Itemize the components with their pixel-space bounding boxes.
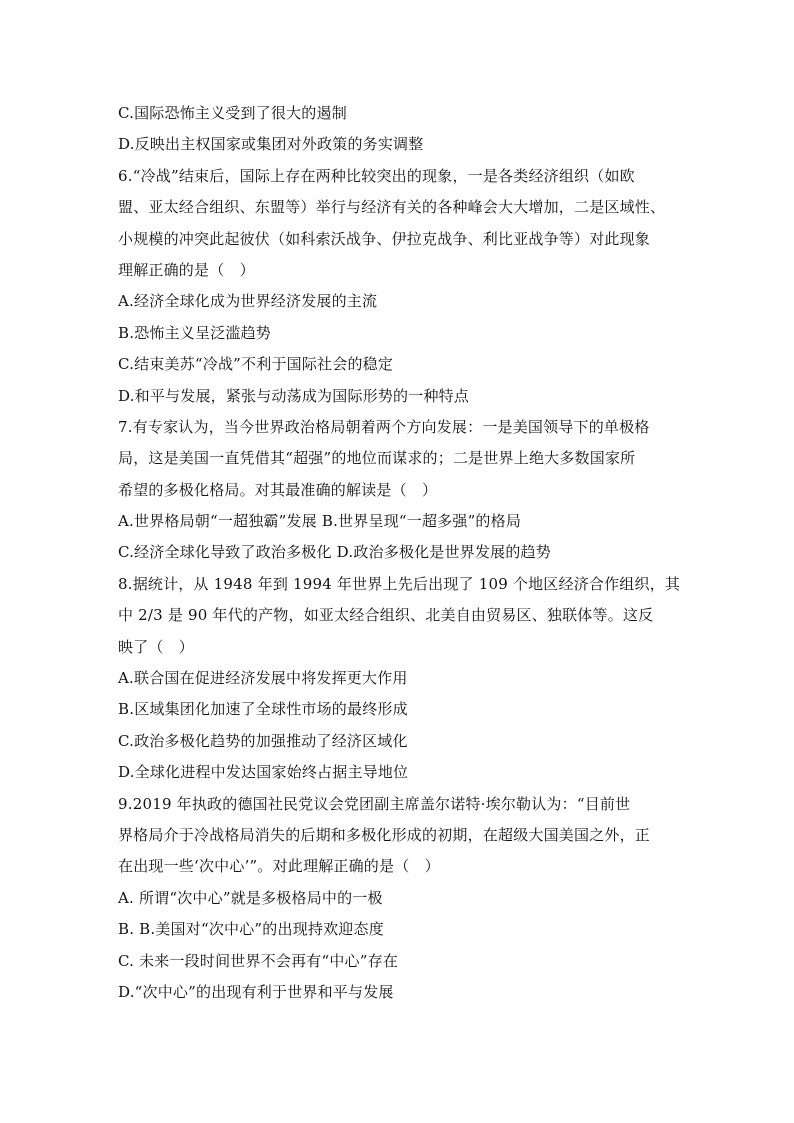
- document-page: [118, 98, 683, 1008]
- text-line: A.经济全球化成为世界经济发展的主流: [118, 292, 378, 311]
- text-line: 希望的多极化格局。对其最准确的解读是（ ）: [118, 480, 438, 499]
- text-line: D.和平与发展，紧张与动荡成为国际形势的一种特点: [118, 386, 470, 405]
- text-line: 在出现一些‘次中心’”。对此理解正确的是（ ）: [118, 857, 440, 876]
- text-line: 理解正确的是（ ）: [118, 260, 255, 279]
- text-line: D.反映出主权国家或集团对外政策的务实调整: [118, 135, 424, 154]
- text-line: 映了（ ）: [118, 637, 195, 656]
- text-line: D.“次中心”的出现有利于世界和平与发展: [118, 982, 394, 1001]
- text-line: B.区域集团化加速了全球性市场的最终形成: [118, 700, 408, 719]
- text-line: 7.有专家认为，当今世界政治格局朝着两个方向发展：一是美国领导下的单极格: [118, 417, 650, 436]
- text-line: C.国际恐怖主义受到了很大的遏制: [118, 104, 347, 122]
- text-line: 6.“冷战”结束后，国际上存在两种比较突出的现象，一是各类经济组织（如欧: [118, 166, 635, 185]
- text-line: 小规模的冲突此起彼伏（如科索沃战争、伊拉克战争、利比亚战争等）对此现象: [118, 229, 651, 248]
- text-line: B.恐怖主义呈泛滥趋势: [118, 323, 271, 342]
- text-line: A.世界格局朝“一超独霸”发展 B.世界呈现“一超多强”的格局: [118, 512, 522, 531]
- text-line: 中 2/3 是 90 年代的产物，如亚太经合组织、北美自由贸易区、独联体等。这反: [118, 606, 654, 625]
- text-line: C.结束美苏“冷战”不利于国际社会的稳定: [118, 355, 394, 374]
- text-line: 9.2019 年执政的德国社民党议会党团副主席盖尔诺特·埃尔勒认为：“目前世: [118, 794, 631, 813]
- text-line: C. 未来一段时间世界不会再有“中心”存在: [118, 951, 399, 970]
- text-line: C.经济全球化导致了政治多极化 D.政治多极化是世界发展的趋势: [118, 543, 551, 562]
- text-line: 界格局介于冷战格局消失的后期和多极化形成的初期，在超级大国美国之外，正: [118, 825, 651, 844]
- text-line: A.联合国在促进经济发展中将发挥更大作用: [118, 669, 408, 688]
- text-line: 8.据统计，从 1948 年到 1994 年世界上先后出现了 109 个地区经济合作组织，其: [118, 574, 681, 593]
- text-line: 局，这是美国一直凭借其“超强”的地位而谋求的；二是世界上绝大多数国家所: [118, 449, 636, 468]
- text-line: D.全球化进程中发达国家始终占据主导地位: [118, 763, 409, 782]
- text-line: A. 所谓“次中心”就是多极格局中的一极: [118, 888, 383, 907]
- text-line: B. B.美国对“次中心”的出现持欢迎态度: [118, 920, 384, 939]
- text-line: 盟、亚太经合组织、东盟等）举行与经济有关的各种峰会大大增加，二是区域性、: [118, 198, 666, 217]
- text-line: C.政治多极化趋势的加强推动了经济区域化: [118, 731, 408, 750]
